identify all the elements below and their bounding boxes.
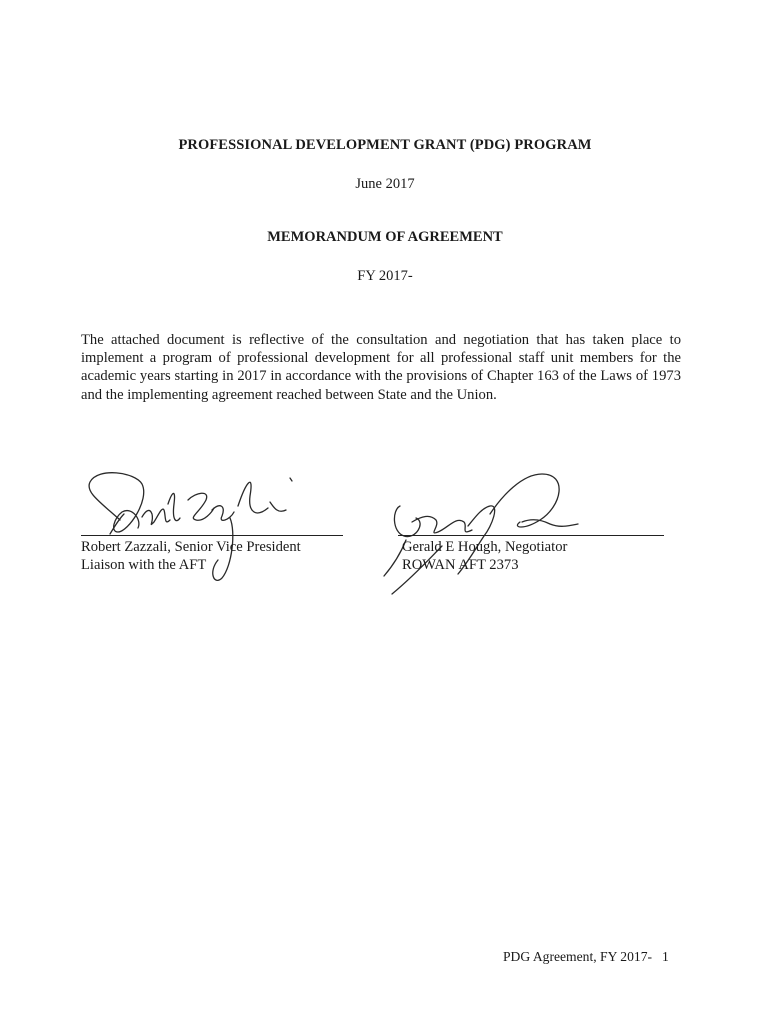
page-number: 1: [662, 949, 669, 964]
document-title: MEMORANDUM OF AGREEMENT: [267, 229, 503, 245]
footer-label: PDG Agreement, FY 2017-: [503, 949, 653, 964]
fiscal-year: FY 2017-: [357, 268, 413, 284]
signature-line-right: [398, 535, 664, 536]
signatory-left-name: Robert Zazzali, Senior Vice President: [81, 539, 301, 555]
signature-line-left: [81, 535, 343, 536]
document-date: June 2017: [355, 176, 415, 192]
program-title: PROFESSIONAL DEVELOPMENT GRANT (PDG) PROGRAM: [178, 137, 592, 153]
signature-right: [372, 466, 602, 596]
signatory-right-name: Gerald E Hough, Negotiator: [402, 539, 568, 555]
page-footer: [503, 949, 669, 965]
signatory-left-affiliation: Liaison with the AFT: [81, 557, 207, 573]
signatory-right-affiliation: ROWAN AFT 2373: [402, 557, 519, 573]
signatory-right: [402, 538, 567, 574]
signatory-left: [81, 538, 301, 574]
agreement-paragraph: The attached document is reflective of the consultation and negotiation that has taken place to implement a program of professional development for all professional staff unit members for the academic years starting in 2017 in accordance with the provisions of Chapter 163 of the Laws of 1973 and the implementing agreement reached between State and the Union.: [81, 332, 681, 403]
